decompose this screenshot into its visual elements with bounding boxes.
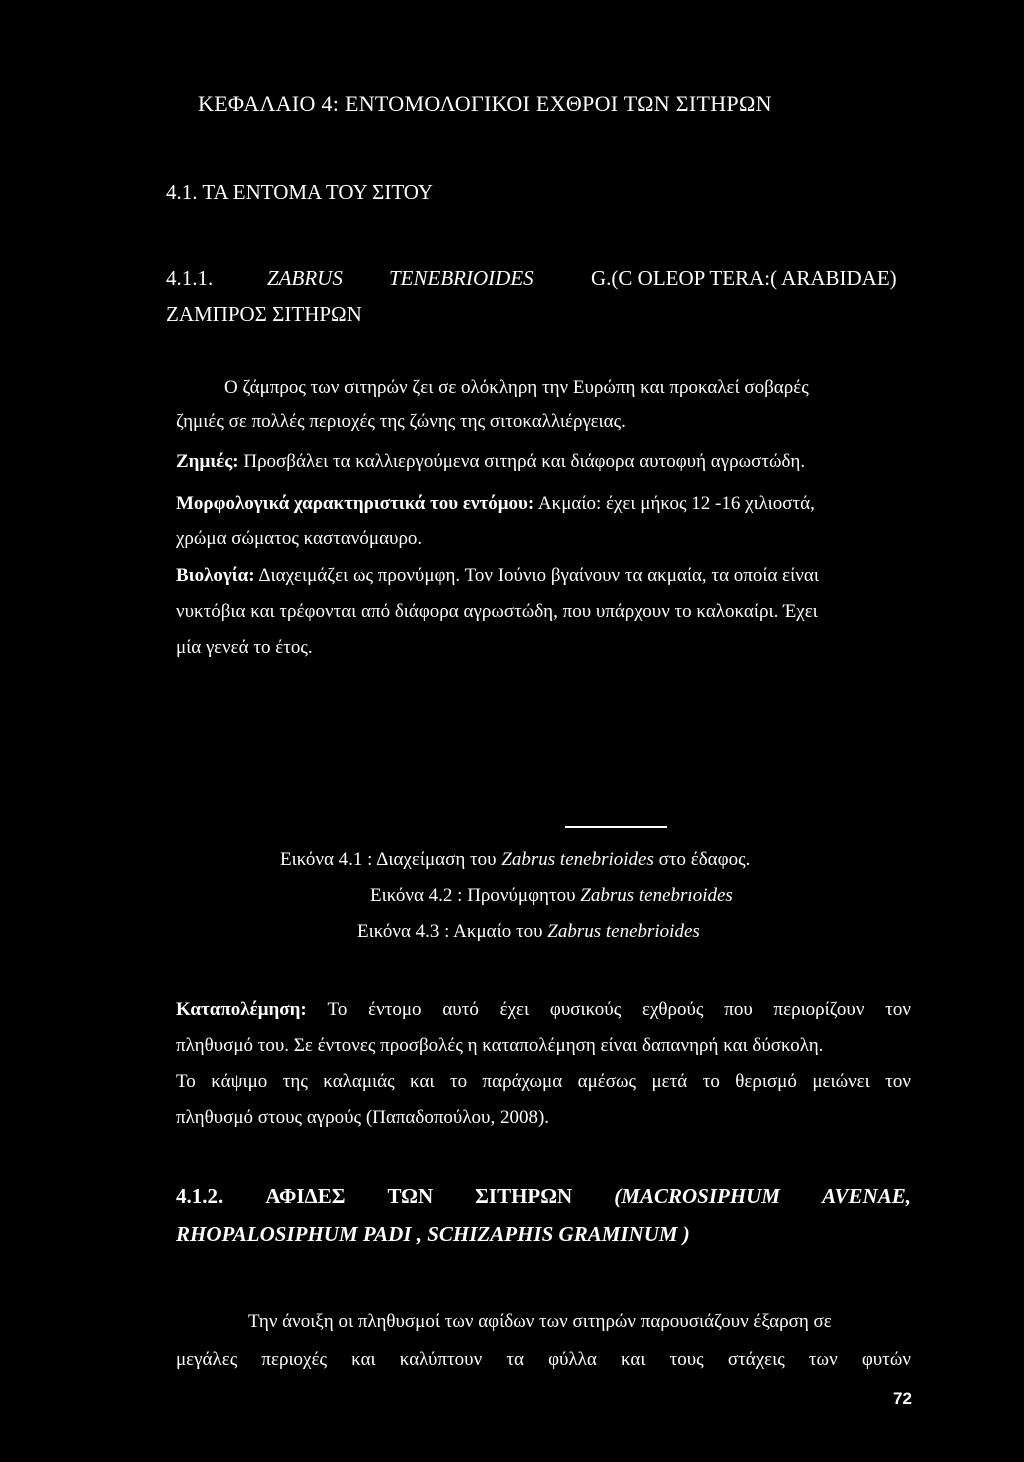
aphids-word: τους (669, 1349, 704, 1370)
control-word: θερισμό (735, 1071, 797, 1092)
caption-3-prefix: Εικόνα 4.3 : Ακμαίο του (357, 921, 548, 942)
aphids-word: και (621, 1349, 646, 1370)
subsection-2-species: (MACROSIPHUM (614, 1184, 780, 1208)
control-line-2: πληθυσμό του. Σε έντονες προσβολές η καταπολέμηση είναι δαπανηρή και δύσκολη. (176, 1035, 824, 1056)
species-genus: ZABRUS (267, 266, 343, 290)
morphology-line-2: χρώμα σώματος καστανόμαυρο. (176, 528, 423, 549)
section-title: 4.1. ΤΑ ΕΝΤΟΜΑ ΤΟΥ ΣΙΤΟΥ (166, 180, 434, 204)
chapter-title: ΚΕΦΑΛΑΙΟ 4: ΕΝΤΟΜΟΛΟΓΙΚΟΙ ΕΧΘΡΟΙ ΤΩΝ ΣΙΤΗΡΩΝ (198, 91, 772, 116)
figure-caption-3 (357, 920, 700, 944)
damage-label: Ζημιές: (176, 451, 239, 472)
control-word: περιορίζουν (773, 999, 865, 1020)
subsection-2-line-1 (176, 1184, 911, 1208)
subsection-2-species: AVENAE, (822, 1184, 911, 1208)
control-word: έντομο (368, 999, 422, 1020)
control-word: Το (327, 999, 348, 1020)
control-word: το (702, 1071, 720, 1092)
damage-text: Προσβάλει τα καλλιεργούμενα σιτηρά και διάφορα αυτοφυή αγρωστώδη. (243, 451, 806, 472)
figure-caption-2 (370, 884, 733, 908)
caption-2-prefix: Εικόνα 4.2 : Προνύμφητου (370, 885, 581, 906)
aphids-word: μεγάλες (176, 1349, 238, 1370)
control-word: εχθρούς (642, 999, 704, 1020)
caption-3-species: Zabrus tenebrioides (547, 921, 700, 942)
control-word: μειώνει (812, 1071, 870, 1092)
aphids-word: των (808, 1349, 838, 1370)
morphology-text: Ακμαίο: έχει μήκος 12 -16 χιλιοστά, (537, 493, 815, 514)
control-word: παράχωμα (482, 1071, 563, 1092)
subsection-2-word: ΣΙΤΗΡΩΝ (475, 1184, 573, 1208)
control-word: μετά (651, 1071, 688, 1092)
aphids-word: φύλλα (548, 1349, 597, 1370)
control-word: Το (176, 1071, 196, 1092)
common-name: ΖΑΜΠΡΟΣ ΣΙΤΗΡΩΝ (166, 302, 362, 326)
control-line-4: πληθυσμό στους αγρούς (Παπαδοπούλου, 2008). (176, 1107, 550, 1128)
caption-1-species: Zabrus tenebrioides (501, 849, 654, 870)
biology-line-1 (176, 564, 819, 588)
control-word: κάψιμο (211, 1071, 268, 1092)
order-family: G.(C OLEOP TERA:( ARABIDAE) (591, 266, 897, 290)
aphids-word: τα (506, 1349, 524, 1370)
biology-label: Βιολογία: (176, 565, 255, 586)
aphids-line-1: Την άνοιξη οι πληθυσμοί των αφίδων των σιτηρών παρουσιάζουν έξαρση σε (248, 1311, 832, 1332)
subsection-2-number: 4.1.2. (176, 1184, 224, 1208)
control-word: καλαμιάς (323, 1071, 395, 1092)
subsection-2-word: ΑΦΙΔΕΣ (265, 1184, 346, 1208)
subsection-2-word: ΤΩΝ (387, 1184, 434, 1208)
morphology-line-1 (176, 492, 815, 516)
control-word: της (282, 1071, 308, 1092)
aphids-word: καλύπτουν (399, 1349, 483, 1370)
control-line-1 (176, 998, 911, 1022)
figure-placeholder-rule (565, 826, 667, 828)
control-word: φυσικούς (549, 999, 622, 1020)
intro-line-1: Ο ζάμπρος των σιτηρών ζει σε ολόκληρη την Ευρώπη και προκαλεί σοβαρές (224, 377, 809, 398)
caption-1-prefix: Εικόνα 4.1 : Διαχείμαση του (280, 849, 502, 870)
control-label: Καταπολέμηση: (176, 999, 307, 1020)
control-word: τον (885, 999, 911, 1020)
aphids-word: περιοχές (261, 1349, 327, 1370)
aphids-line-2 (176, 1348, 911, 1372)
subsection-2-line-2: RHOPALOSIPHUM PADI , SCHIZAPHIS GRAMINUM ) (176, 1222, 690, 1246)
biology-line-2: νυκτόβια και τρέφονται από διάφορα αγρωστώδη, που υπάρχουν το καλοκαίρι. Έχει (176, 601, 818, 622)
control-word: τον (885, 1071, 911, 1092)
aphids-word: φυτών (861, 1349, 911, 1370)
species-name: TENEBRIOIDES (389, 266, 534, 290)
page-number: 72 (893, 1389, 912, 1408)
control-word: που (724, 999, 753, 1020)
control-word: το (449, 1071, 468, 1092)
biology-line-3: μία γενεά το έτος. (176, 637, 313, 658)
caption-1-suffix: στο έδαφος. (653, 849, 751, 870)
figure-caption-1 (280, 848, 750, 872)
control-word: αυτό (442, 999, 479, 1020)
aphids-word: και (351, 1349, 376, 1370)
subsection-number: 4.1.1. (166, 266, 214, 290)
control-word: και (410, 1071, 435, 1092)
damage-paragraph (176, 450, 805, 474)
control-word: αμέσως (577, 1071, 637, 1092)
control-line-3 (176, 1070, 911, 1094)
aphids-word: στάχεις (727, 1349, 785, 1370)
control-word: έχει (499, 999, 530, 1020)
morphology-label: Μορφολογικά χαρακτηριστικά του εντόμου: (176, 493, 535, 514)
biology-text: Διαχειμάζει ως προνύμφη. Τον Ιούνιο βγαίνουν τα ακμαία, τα οποία είναι (258, 565, 819, 586)
caption-2-species: Zabrus tenebrıoides (580, 885, 733, 906)
intro-line-2: ζημιές σε πολλές περιοχές της ζώνης της σιτοκαλλιέργειας. (176, 411, 626, 432)
